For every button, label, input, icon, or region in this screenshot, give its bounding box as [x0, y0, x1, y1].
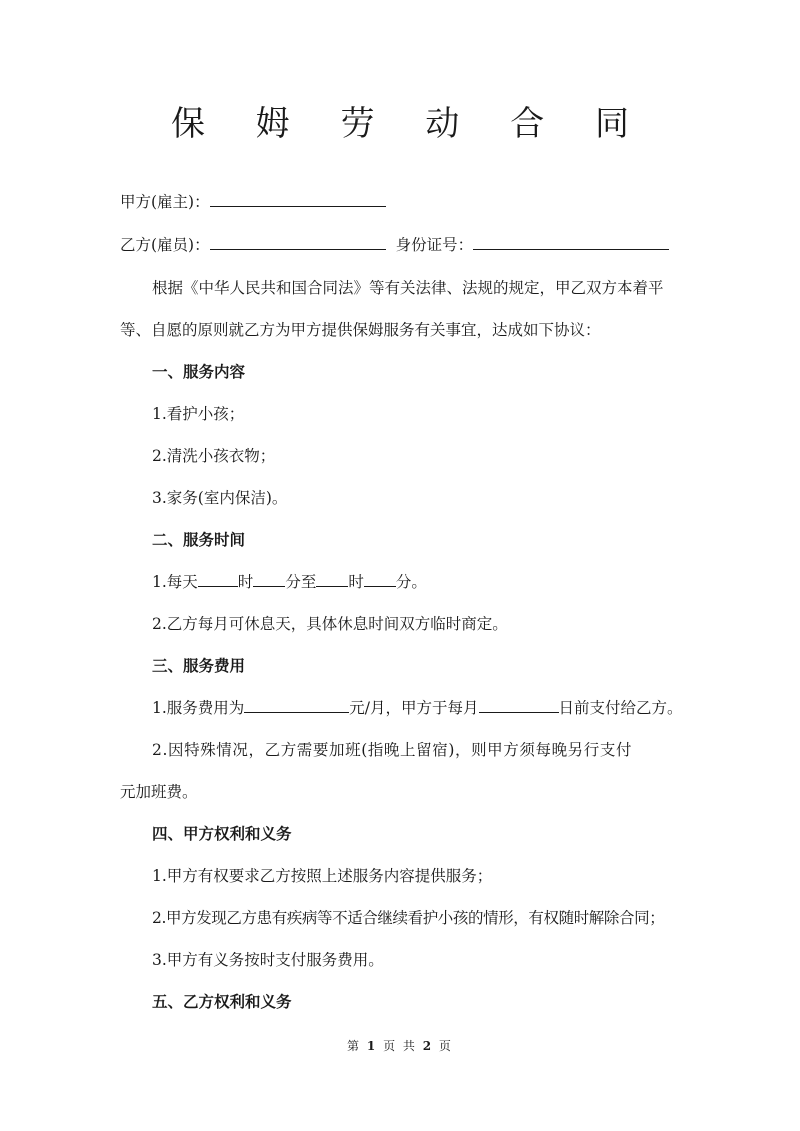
daily-label: 1.每天 — [152, 573, 198, 591]
section-1-heading: 一、服务内容 — [152, 362, 246, 381]
end-hour-blank[interactable] — [316, 572, 348, 587]
hour-unit: 时 — [237, 573, 254, 591]
section-4-heading: 四、甲方权利和义务 — [152, 824, 292, 843]
fee-suffix-text: 日前支付给乙方。 — [558, 699, 683, 717]
party-a-blank[interactable] — [210, 192, 386, 207]
section-2-item-1 — [152, 572, 702, 592]
start-minute-blank[interactable] — [253, 572, 285, 587]
start-hour-blank[interactable] — [198, 572, 238, 587]
section-4-item: 2.甲方发现乙方患有疾病等不适合继续看护小孩的情形，有权随时解除合同； — [152, 909, 665, 927]
footer-suffix: 页 — [438, 1039, 453, 1053]
hour-unit: 时 — [348, 573, 364, 591]
preamble-line-2: 等、自愿的原则就乙方为甲方提供保姆服务有关事宜，达成如下协议： — [120, 321, 601, 339]
minute-to-unit: 分至 — [285, 573, 317, 591]
id-number-label: 身份证号： — [395, 236, 474, 254]
section-2-item-2: 2.乙方每月可休息天，具体休息时间双方临时商定。 — [152, 615, 508, 633]
section-1-item: 1.看护小孩； — [152, 405, 245, 423]
total-page-number: 2 — [422, 1039, 434, 1053]
current-page-number: 1 — [366, 1039, 378, 1053]
section-3-item-2-line-1: 2.因特殊情况，乙方需要加班(指晚上留宿)，则甲方须每晚另行支付 — [152, 741, 633, 759]
section-3-heading: 三、服务费用 — [152, 656, 246, 675]
footer-prefix: 第 — [347, 1039, 362, 1053]
party-b-label: 乙方(雇员)： — [120, 236, 210, 254]
section-4-item: 1.甲方有权要求乙方按照上述服务内容提供服务； — [152, 867, 493, 885]
end-minute-blank[interactable] — [364, 572, 396, 587]
party-b-line — [120, 235, 700, 255]
preamble-line-1: 根据《中华人民共和国合同法》等有关法律、法规的规定，甲乙双方本着平 — [152, 279, 664, 297]
fee-middle-text: 元/月，甲方于每月 — [349, 699, 479, 717]
page-footer — [0, 1037, 800, 1054]
party-a-line — [120, 192, 700, 212]
section-5-heading: 五、乙方权利和义务 — [152, 992, 292, 1011]
minute-unit: 分。 — [395, 573, 427, 591]
fee-label: 1.服务费用为 — [152, 699, 245, 717]
section-4-item: 3.甲方有义务按时支付服务费用。 — [152, 951, 384, 969]
document-title: 保 姆 劳 动 合 同 — [170, 104, 650, 144]
footer-mid: 页 共 — [383, 1039, 417, 1053]
id-number-blank[interactable] — [473, 235, 669, 250]
section-1-item: 2.清洗小孩衣物； — [152, 447, 276, 465]
party-b-blank[interactable] — [210, 235, 386, 250]
section-1-item: 3.家务(室内保洁)。 — [152, 489, 288, 507]
section-3-item-2-line-2: 元加班费。 — [120, 783, 198, 801]
section-3-item-1 — [152, 698, 702, 718]
monthly-fee-blank[interactable] — [244, 698, 349, 713]
party-a-label: 甲方(雇主)： — [120, 193, 210, 211]
section-2-heading: 二、服务时间 — [152, 530, 246, 549]
payment-day-blank[interactable] — [479, 698, 559, 713]
